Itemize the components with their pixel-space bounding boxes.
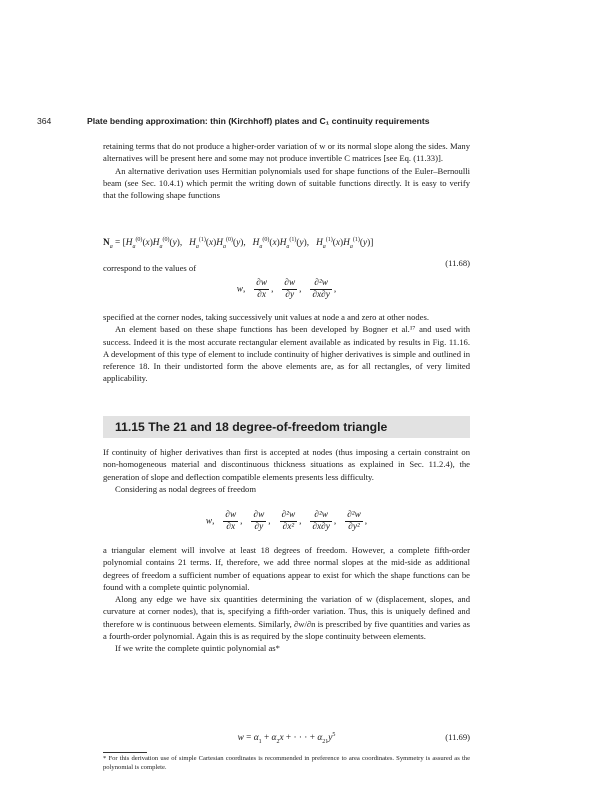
page-number: 364 — [37, 116, 52, 126]
running-header — [37, 116, 507, 126]
footnote-rule — [103, 752, 147, 753]
paragraph: a triangular element will involve at least 18 degrees of freedom. However, a complete fifth-order polynomial contains 21 terms. If, therefore, we add three normal slopes at the mid-side as additional degrees of freedom a sufficient number of equations appear to exist for which the shape functions can be found with a complete quintic polynomial. — [103, 545, 470, 592]
derivative-list-triangle: w, $\frac{\partial w}{\partial x}$ , $\frac{\partial w}{\partial y}$ , $\frac{\text{∂²w}}{\text{∂x²}}$ , $\frac{\text{∂²w}}{\partial x\partial y}$ , $\frac{\text{∂²w}}{\text{∂y²}}$ , — [205, 510, 368, 532]
paragraph: If continuity of higher derivatives than first is accepted at nodes (thus imposing a certain constraint on non-homogeneous material and discontinuous thickness situations as explained in Sec. 11.2.4), the generation of slope and deflection compatible elements presents less difficulty. — [103, 447, 470, 482]
equation-number: (11.68) — [445, 258, 470, 268]
paragraph: An element based on these shape functions has been developed by Bogner et al.¹⁷ and used with success. Indeed it is the most accurate rectangular element available as indicated by results in Fig. 11.16. A development of this type of element to include continuity of higher derivatives is simple and outlined in reference 18. In their undistorted form the above elements are, as for all rectangles, of very limited applicability. — [103, 324, 470, 384]
paragraph: specified at the corner nodes, taking successively unit values at node a and zero at other nodes. — [103, 312, 429, 322]
paragraph: retaining terms that do not produce a higher-order variation of w or its normal slope along the sides. Many alternatives will be present here and some may not produce invertible C matrices [see Eq. (11.33)]. — [103, 141, 470, 164]
paragraph-block — [103, 262, 470, 274]
paragraph: Considering as nodal degrees of freedom — [115, 483, 257, 494]
equation-number: (11.69) — [445, 732, 470, 742]
equation-11-69: $w = \alpha_1 + \alpha_2x$ + · · · + $\alpha_{21}y^5$ (11.69) — [237, 732, 470, 745]
footnote: * For this derivation use of simple Cartesian coordinates is recommended in preference to area coordinates. Symmetry is assured as the polynomial is complete. — [103, 755, 470, 772]
paragraph: correspond to the values of — [103, 263, 197, 273]
paragraph: If we write the complete quintic polynomial as* — [115, 643, 280, 654]
paragraph: Along any edge we have six quantities determining the variation of w (displacement, slopes, and curvature at corner nodes), that is, specifying a fifth-order variation. Thus, this is uniquely defined and therefore w is continuous between elements. Similarly, ∂w/∂n is prescribed by five quantities and varies as a fourth-order polynomial. Again this is as required by the slope continuity between elements. — [103, 594, 470, 642]
running-title: Plate bending approximation: thin (Kirchhoff) plates and C₁ continuity requirements — [87, 116, 430, 126]
section-title: 11.15 The 21 and 18 degree-of-freedom triangle — [115, 420, 388, 434]
paragraph-block — [103, 446, 470, 495]
paragraph-block — [103, 311, 470, 385]
paragraph-block-top — [103, 140, 470, 201]
equation-11-68: $N_a = [H_a^{(0)}(x)H_a^{(0)}(y)$, $H_a^{(1)}(x)H_a^{(0)}(y)$, $H_a^{(0)}(x)H_a^{(1)}(y)$, $H_a^{(1)}(x)H_a^{(1)}(y)$] — [103, 237, 374, 250]
section-heading — [103, 416, 470, 438]
paragraph: An alternative derivation uses Hermitian polynomials used for shape functions of the Euler–Bernoulli beam (see Sec. 10.4.1) which permit the writing down of suitable functions directly. It is easy to verify that the following shape functions — [103, 165, 470, 201]
derivative-list-rectangle: w, $\frac{\partial w}{\partial x}$ , $\frac{\partial w}{\partial y}$ , $\frac{\text{∂²w}}{\partial x\partial y}$ , — [236, 278, 337, 300]
paragraph-block — [103, 544, 470, 655]
